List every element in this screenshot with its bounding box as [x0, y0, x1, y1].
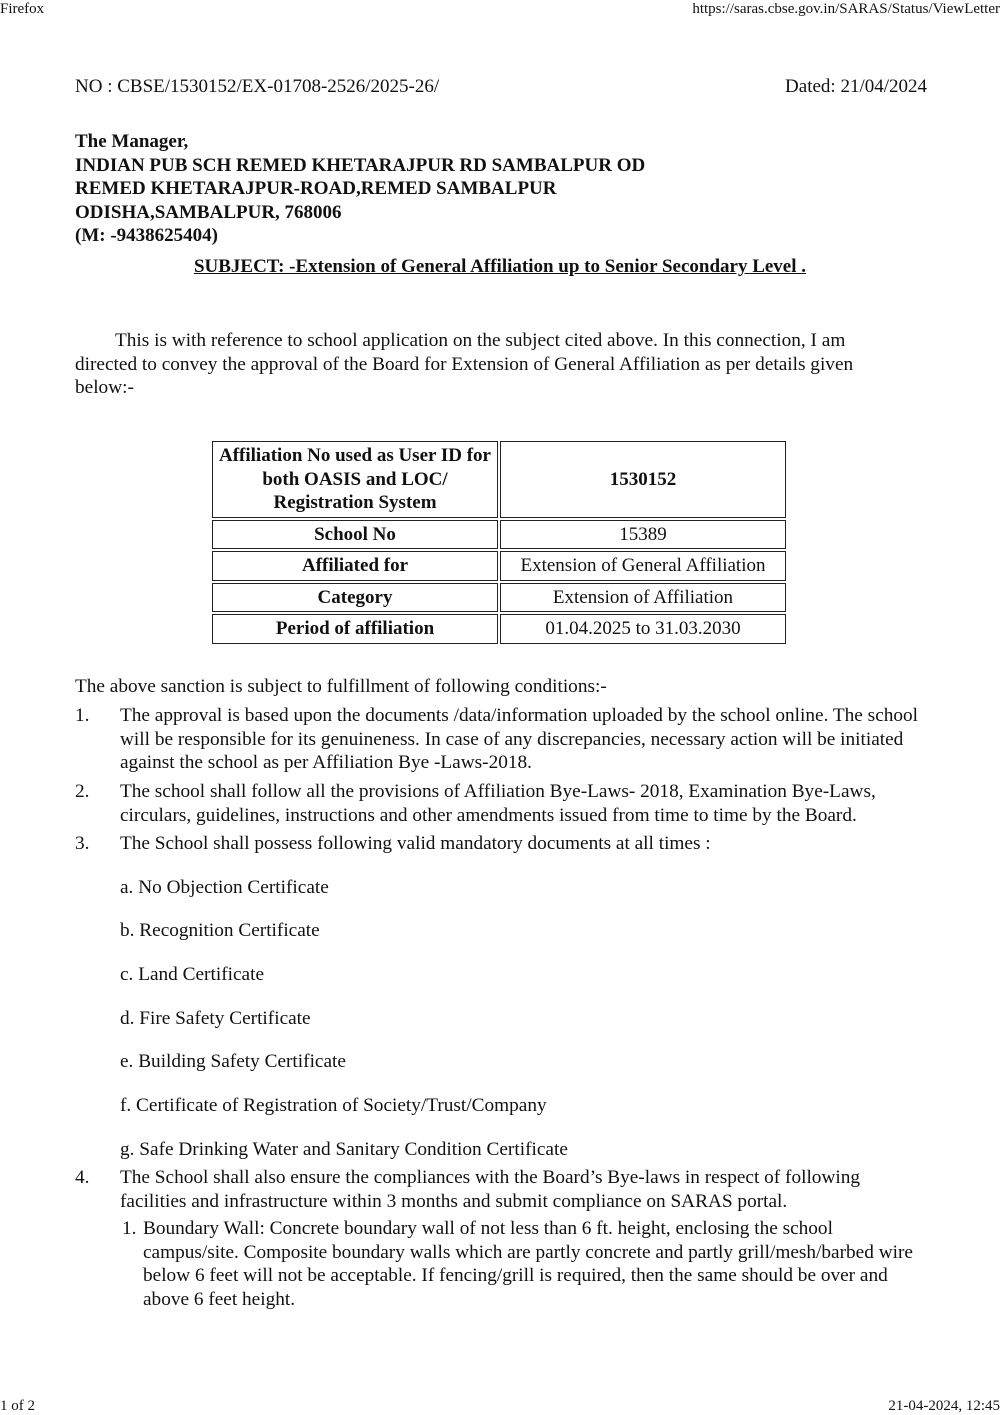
condition-number: 2. [75, 781, 90, 802]
condition-item [75, 780, 930, 827]
address-line: (M: -9438625404) [75, 225, 218, 246]
recipient-address [75, 130, 645, 248]
conditions-intro: The above sanction is subject to fulfillment of following conditions:- [75, 676, 607, 697]
table-row [212, 551, 786, 581]
condition-number: 4. [75, 1167, 90, 1188]
table-value: 01.04.2025 to 31.03.2030 [500, 614, 786, 644]
table-value: Extension of Affiliation [500, 583, 786, 613]
address-line: INDIAN PUB SCH REMED KHETARAJPUR RD SAMBALPUR OD [75, 154, 646, 176]
table-row [212, 614, 786, 644]
condition-item [75, 704, 930, 775]
page-url: https://saras.cbse.gov.in/SARAS/Status/ViewLetter [692, 1, 1000, 17]
facility-text: Boundary Wall: Concrete boundary wall of not less than 6 ft. height, enclosing the school campus/site. Composite boundary walls which are partly concrete and partly grill/mesh/barbed wire below 6 feet will not be acceptable. If fencing/grill is required, then the same should be over and above 6 feet height. [143, 1218, 913, 1310]
facility-number: 1. [122, 1218, 137, 1239]
condition-item [75, 832, 930, 856]
document-item: e. Building Safety Certificate [120, 1051, 346, 1072]
table-row [212, 441, 786, 518]
table-label: Affiliation No used as User ID for both OASIS and LOC/ Registration System [212, 441, 498, 518]
table-label: Affiliated for [212, 551, 498, 581]
condition-number: 1. [75, 705, 90, 726]
condition-text: The school shall follow all the provisions of Affiliation Bye-Laws- 2018, Examination Bye-Laws, circulars, guidelines, instructions and other amendments issued from time to time by the Board. [120, 781, 876, 826]
reference-number: NO : CBSE/1530152/EX-01708-2526/2025-26/ [75, 76, 440, 97]
document-item: f. Certificate of Registration of Society/Trust/Company [120, 1095, 547, 1116]
affiliation-details-table [210, 439, 788, 646]
address-line: The Manager, [75, 131, 189, 152]
condition-text: The School shall possess following valid mandatory documents at all times : [120, 833, 711, 854]
letter-date: Dated: 21/04/2024 [785, 76, 927, 97]
table-row [212, 583, 786, 613]
letter-subject: SUBJECT: -Extension of General Affiliation up to Senior Secondary Level . [193, 256, 807, 277]
document-item: d. Fire Safety Certificate [120, 1008, 311, 1029]
table-label: Category [212, 583, 498, 613]
table-value: Extension of General Affiliation [500, 551, 786, 581]
document-item: b. Recognition Certificate [120, 920, 320, 941]
condition-item [75, 1166, 930, 1213]
condition-text: The approval is based upon the documents /data/information uploaded by the school online. The school will be responsible for its genuineness. In case of any discrepancies, necessary action will be initiated against the school as per Affiliation Bye -Laws-2018. [120, 705, 919, 773]
document-item: c. Land Certificate [120, 964, 264, 985]
print-timestamp: 21-04-2024, 12:45 [888, 1398, 1000, 1414]
table-row [212, 520, 786, 550]
facility-item [122, 1217, 922, 1311]
intro-paragraph: This is with reference to school application on the subject cited above. In this connection, I am directed to convey the approval of the Board for Extension of General Affiliation as per details given below:- [75, 330, 854, 398]
page-count: 1 of 2 [0, 1398, 35, 1414]
condition-number: 3. [75, 833, 90, 854]
document-item: a. No Objection Certificate [120, 877, 329, 898]
condition-text: The School shall also ensure the compliances with the Board’s Bye-laws in respect of following facilities and infrastructure within 3 months and submit compliance on SARAS portal. [120, 1167, 861, 1212]
document-item: g. Safe Drinking Water and Sanitary Condition Certificate [120, 1139, 568, 1160]
table-label: Period of affiliation [212, 614, 498, 644]
address-line: ODISHA,SAMBALPUR, 768006 [75, 201, 342, 223]
table-value: 15389 [500, 520, 786, 550]
browser-name: Firefox [0, 1, 45, 17]
table-value: 1530152 [500, 441, 786, 518]
table-label: School No [212, 520, 498, 550]
address-line: REMED KHETARAJPUR-ROAD,REMED SAMBALPUR [75, 178, 557, 199]
